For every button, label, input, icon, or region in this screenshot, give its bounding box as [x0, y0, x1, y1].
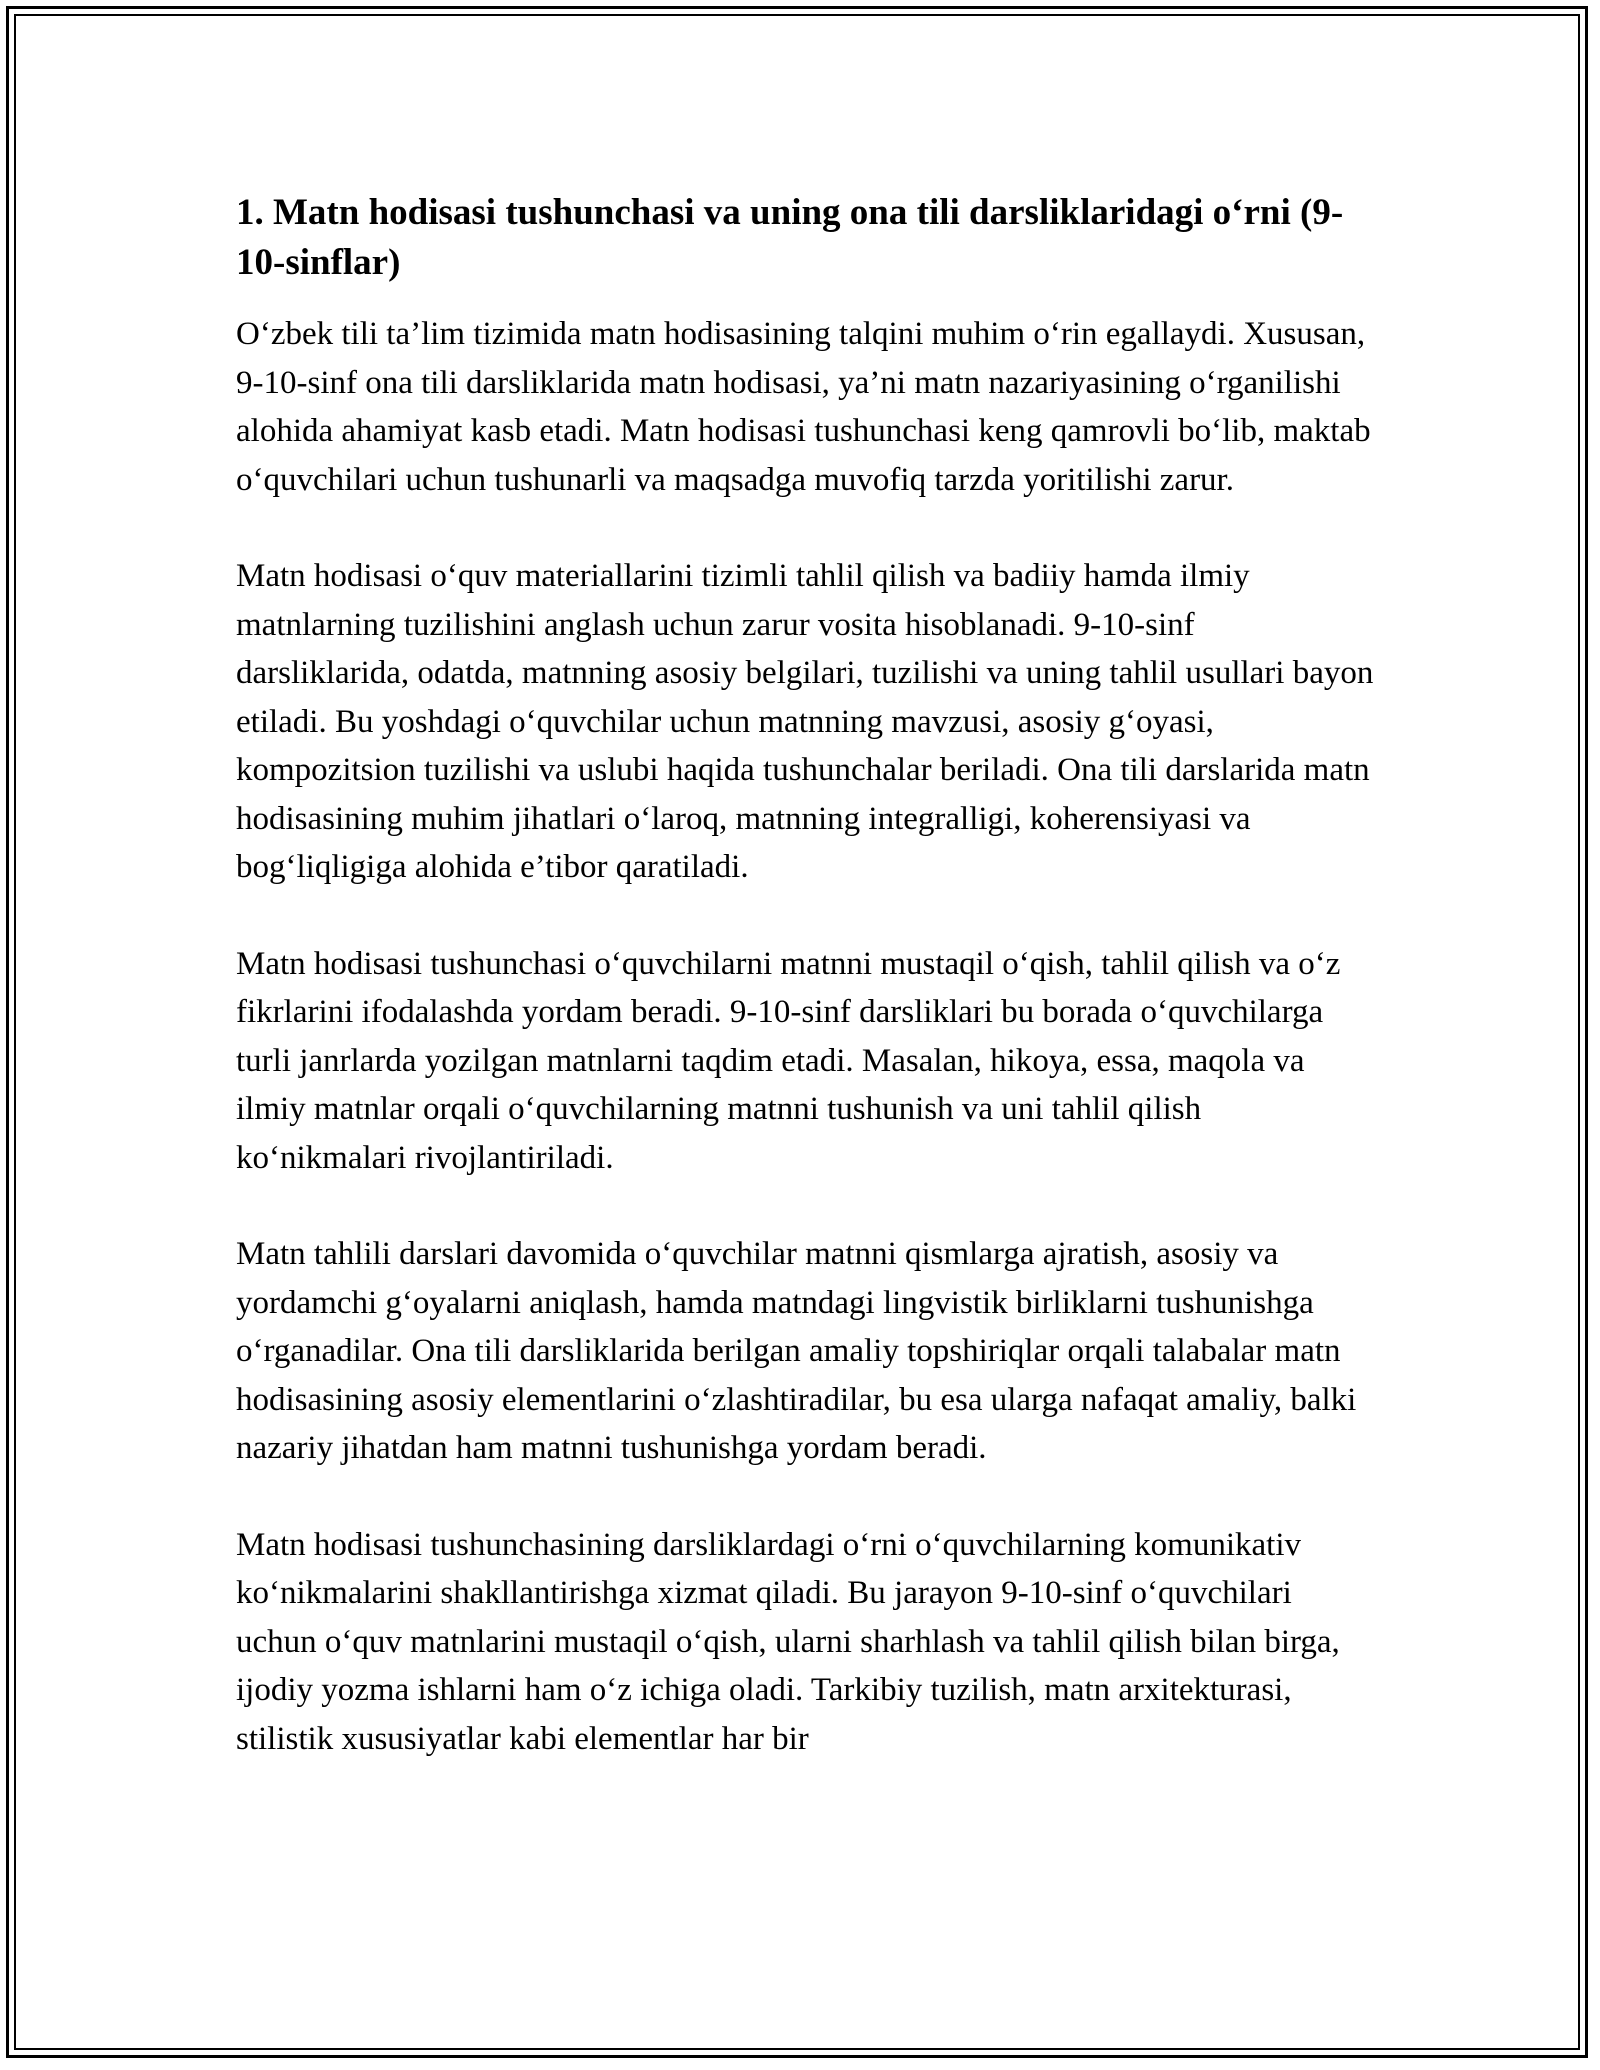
paragraph-5: Matn hodisasi tushunchasining darsliklardagi o‘rni o‘quvchilarning komunikativ ko‘nikmalarini shakllantirishga xizmat qiladi. Bu jarayon 9-10-sinf o‘quvchilari uchun o‘quv matnlarini mustaqil o‘qish, ularni sharhlash va tahlil qilish bilan birga, ijodiy yozma ishlarni ham o‘z ichiga oladi. Tarkibiy tuzilish, matn arxitekturasi, stilistik xususiyatlar kabi elementlar har bir — [236, 1526, 1340, 1757]
document-body — [236, 188, 1376, 1811]
section-heading: 1. Matn hodisasi tushunchasi va uning ona tili darsliklaridagi o‘rni (9-10-sinflar) — [236, 192, 1344, 283]
paragraph-2: Matn hodisasi o‘quv materiallarini tizimli tahlil qilish va badiiy hamda ilmiy matnlarning tuzilishini anglash uchun zarur vosita hisoblanadi. 9-10-sinf darsliklarida, odatda, matnning asosiy belgilari, tuzilishi va uning tahlil usullari bayon etiladi. Bu yoshdagi o‘quvchilar uchun matnning mavzusi, asosiy g‘oyasi, kompozitsion tuzilishi va uslubi haqida tushunchalar beriladi. Ona tili darslarida matn hodisasining muhim jihatlari o‘laroq, matnning integralligi, koherensiyasi va bog‘liqligiga alohida e’tibor qaratiladi. — [236, 558, 1374, 885]
paragraph-1: O‘zbek tili ta’lim tizimida matn hodisasining talqini muhim o‘rin egallaydi. Xususan, 9-10-sinf ona tili darsliklarida matn hodisasi, ya’ni matn nazariyasining o‘rganilishi alohida ahamiyat kasb etadi. Matn hodisasi tushunchasi keng qamrovli bo‘lib, maktab o‘quvchilari uchun tushunarli va maqsadga muvofiq tarzda yoritilishi zarur. — [236, 316, 1371, 498]
paragraph-3: Matn hodisasi tushunchasi o‘quvchilarni matnni mustaqil o‘qish, tahlil qilish va o‘z fikrlarini ifodalashda yordam beradi. 9-10-sinf darsliklari bu borada o‘quvchilarga turli janrlarda yozilgan matnlarni taqdim etadi. Masalan, hikoya, essa, maqola va ilmiy matnlar orqali o‘quvchilarning matnni tushunish va uni tahlil qilish ko‘nikmalari rivojlantiriladi. — [236, 945, 1341, 1176]
paragraph-4: Matn tahlili darslari davomida o‘quvchilar matnni qismlarga ajratish, asosiy va yordamchi g‘oyalarni aniqlash, hamda matndagi lingvistik birliklarni tushunishga o‘rganadilar. Ona tili darsliklarida berilgan amaliy topshiriqlar orqali talabalar matn hodisasining asosiy elementlarini o‘zlashtiradilar, bu esa ularga nafaqat amaliy, balki nazariy jihatdan ham matnni tushunishga yordam beradi. — [236, 1236, 1357, 1466]
